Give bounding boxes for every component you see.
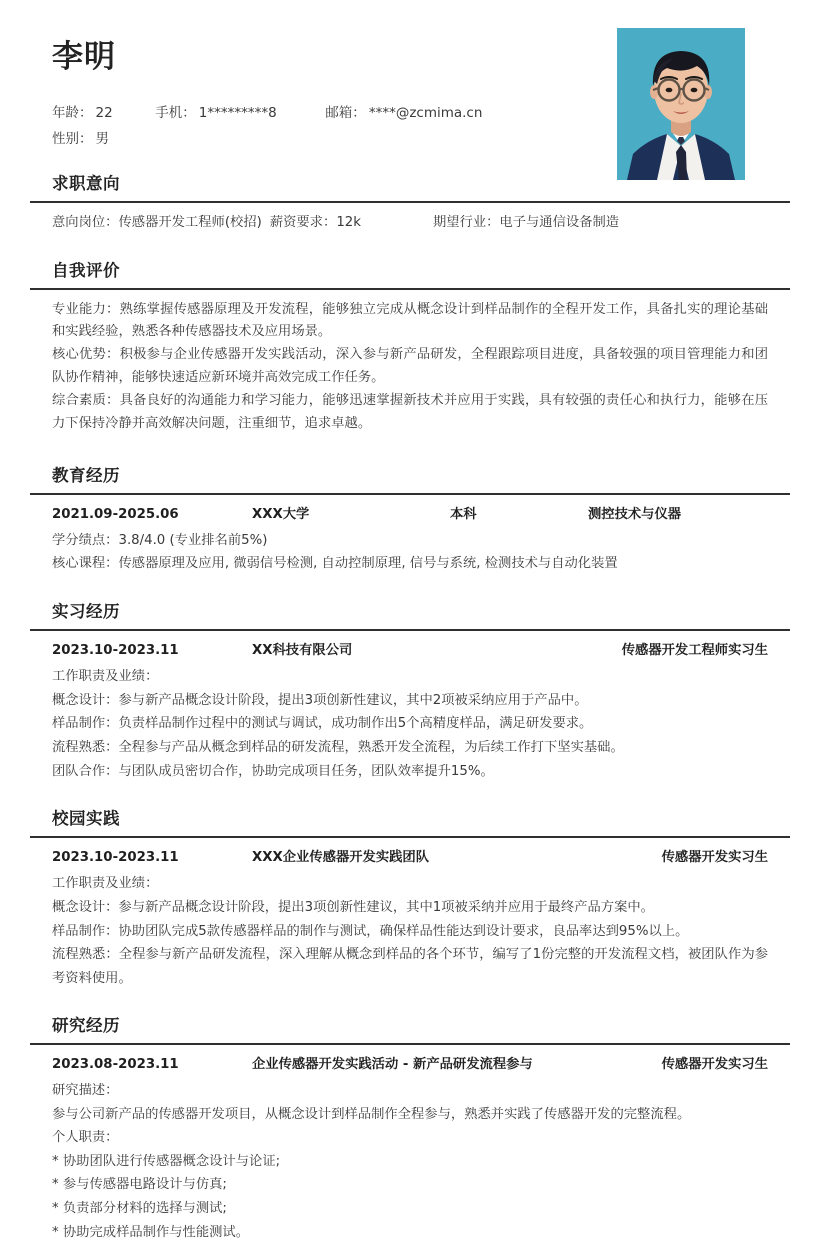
campus-item: 概念设计：参与新产品概念设计阶段，提出3项创新性建议，其中1项被采纳并应用于最终产品方案中。 (52, 900, 654, 915)
section-research (0, 1012, 820, 1244)
candidate-name: 李明 (52, 39, 116, 75)
section-body-education (30, 504, 790, 576)
age-value: 22 (95, 105, 113, 122)
age-field (52, 100, 113, 126)
age-label: 年龄： (52, 105, 93, 122)
education-degree: 本科 (450, 506, 477, 522)
internship-item: 流程熟悉：全程参与产品从概念到样品的研发流程，熟悉开发全流程，为后续工作打下坚实基础。 (52, 740, 624, 756)
section-internship (0, 598, 820, 783)
research-duty-item: * 协助团队进行传感器概念设计与论证; (52, 1153, 281, 1169)
intent-salary-value: 12k (336, 215, 361, 230)
section-title-research: 研究经历 (30, 1012, 790, 1045)
education-date: 2021.09-2025.06 (52, 506, 179, 522)
campus-role: 传感器开发实习生 (661, 850, 768, 866)
campus-item: 流程熟悉：全程参与新产品研发流程，深入理解从概念到样品的各个环节，编写了1份完整的开发流程文档，被团队作为参考资料使用。 (52, 947, 768, 986)
education-row (52, 504, 790, 526)
campus-subtitle: 工作职责及业绩： (52, 876, 159, 892)
campus-org: XXX企业传感器开发实践团队 (252, 850, 430, 866)
section-title-education: 教育经历 (30, 462, 790, 495)
phone-field (155, 100, 276, 126)
self-eval-paragraph: 专业能力：熟练掌握传感器原理及开发流程，能够独立完成从概念设计到样品制作的全程开发工作，具备扎实的理论基础和实践经验，熟悉各种传感器技术及应用场景。 (52, 301, 768, 340)
internship-company: XX科技有限公司 (252, 643, 353, 659)
section-self-evaluation (0, 257, 820, 436)
self-eval-paragraph: 核心优势：积极参与企业传感器开发实践活动，深入参与新产品研发，全程跟踪项目进度，具备较强的项目管理能力和团队协作精神，能够快速适应新环境并高效完成工作任务。 (52, 347, 768, 386)
education-courses: 核心课程：传感器原理及应用, 微弱信号检测, 自动控制原理, 信号与系统, 检测技术与自动化装置 (52, 556, 618, 572)
job-intent-row (52, 212, 790, 235)
section-campus-practice (0, 805, 820, 990)
intent-position-label: 意向岗位： (52, 215, 119, 230)
research-row (52, 1054, 790, 1076)
campus-item: 样品制作：协助团队完成5款传感器样品的制作与测试，确保样品性能达到设计要求，良品率达到95%以上。 (52, 923, 689, 939)
section-body-research (30, 1054, 790, 1244)
spacer (0, 436, 820, 462)
email-label: 邮箱： (325, 105, 366, 122)
section-title-self-evaluation: 自我评价 (30, 257, 790, 290)
internship-role: 传感器开发工程师实习生 (621, 643, 768, 659)
intent-industry-value: 电子与通信设备制造 (499, 215, 620, 230)
research-duty-item: * 参与传感器电路设计与仿真; (52, 1177, 227, 1193)
section-title-job-intent: 求职意向 (30, 170, 790, 203)
internship-item: 团队合作：与团队成员密切合作，协助完成项目任务，团队效率提升15%。 (52, 763, 494, 779)
internship-row (52, 640, 790, 662)
gender-label: 性别： (52, 131, 93, 148)
intent-position-value: 传感器开发工程师(校招) (118, 215, 262, 230)
campus-row (52, 847, 790, 869)
gender-value: 男 (95, 131, 109, 148)
research-desc-label: 研究描述： (52, 1082, 119, 1098)
section-title-campus-practice: 校园实践 (30, 805, 790, 838)
internship-date: 2023.10-2023.11 (52, 643, 179, 659)
spacer (0, 990, 820, 1012)
research-desc-text: 参与公司新产品的传感器开发项目，从概念设计到样品制作全程参与，熟悉并实践了传感器开发的完整流程。 (52, 1106, 691, 1122)
phone-label: 手机： (155, 105, 196, 122)
resume-header (0, 0, 820, 170)
section-education (0, 462, 820, 576)
phone-value: 1*********8 (198, 105, 277, 122)
email-field (325, 100, 482, 126)
self-eval-paragraph: 综合素质：具备良好的沟通能力和学习能力，能够迅速掌握新技术并应用于实践，具有较强的责任心和执行力，能够在压力下保持冷静并高效解决问题，注重细节，追求卓越。 (52, 393, 768, 431)
internship-subtitle: 工作职责及业绩： (52, 669, 159, 685)
portrait-illustration (617, 28, 745, 180)
research-date: 2023.08-2023.11 (52, 1056, 179, 1072)
section-body-job-intent (30, 212, 790, 235)
education-major: 测控技术与仪器 (588, 506, 682, 522)
email-value: ****@zcmima.cn (368, 105, 483, 122)
education-school: XXX大学 (252, 506, 310, 522)
internship-item: 样品制作：负责样品制作过程中的测试与调试，成功制作出5个高精度样品，满足研发要求。 (52, 716, 593, 732)
spacer (0, 576, 820, 598)
section-body-internship (30, 640, 790, 783)
research-duty-item: * 协助完成样品制作与性能测试。 (52, 1224, 250, 1240)
research-project: 企业传感器开发实践活动 - 新产品研发流程参与 (252, 1056, 533, 1072)
research-duty-label: 个人职责： (52, 1130, 119, 1146)
research-duty-item: * 负责部分材料的选择与测试; (52, 1201, 227, 1217)
portrait-photo (617, 28, 745, 180)
section-body-campus-practice (30, 847, 790, 990)
intent-salary-label: 薪资要求： (269, 215, 337, 230)
campus-date: 2023.10-2023.11 (52, 850, 179, 866)
spacer (0, 783, 820, 805)
section-body-self-evaluation (30, 299, 790, 436)
internship-item: 概念设计：参与新产品概念设计阶段，提出3项创新性建议，其中2项被采纳应用于产品中。 (52, 692, 588, 708)
intent-industry-label: 期望行业： (432, 215, 500, 230)
research-role: 传感器开发实习生 (661, 1056, 768, 1072)
spacer (0, 235, 820, 257)
gender-field (52, 126, 109, 152)
education-gpa: 学分绩点：3.8/4.0 (专业排名前5%) (52, 532, 268, 548)
section-title-internship: 实习经历 (30, 598, 790, 631)
